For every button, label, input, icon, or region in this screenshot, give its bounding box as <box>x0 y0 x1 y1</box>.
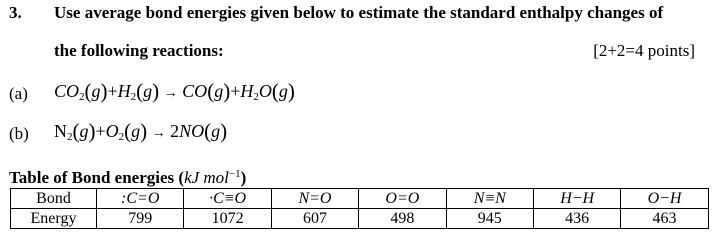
reaction-a-label: (a) <box>9 84 28 103</box>
reaction-arrow: → <box>163 86 178 101</box>
bond-energy-table <box>10 188 709 229</box>
energy-cell: 498 <box>359 209 446 229</box>
bond-cell: N=O <box>271 189 358 209</box>
energy-cell: 945 <box>446 209 533 229</box>
table-title: Table of Bond energies (kJ mol$^{-1}$) <box>9 168 247 187</box>
energy-cell: 436 <box>533 209 620 229</box>
bond-cell: N≡N <box>446 189 533 209</box>
bond-cell: O−H <box>621 189 708 209</box>
reaction-arrow: → <box>151 126 166 141</box>
bond-cell: O=O <box>359 189 446 209</box>
energy-cell: 463 <box>621 209 708 229</box>
reaction-b-equation: $N_2(g)+O_2(g) \to 2NO(g)$ <box>54 119 228 143</box>
bond-cell: H−H <box>533 189 620 209</box>
energy-cell: 799 <box>97 209 184 229</box>
table-row-bonds <box>11 189 709 209</box>
points-label: [2+2=4 points] <box>593 41 695 60</box>
table-row-energies <box>11 209 709 229</box>
bond-cell: :C=O <box>97 189 184 209</box>
question-number: 3. <box>9 3 22 22</box>
reaction-a-equation: $CO_2(g)+H_2(g) \to CO(g)+H_2O(g)$ <box>54 79 295 103</box>
row-header-bond: Bond <box>11 189 97 209</box>
energy-cell: 607 <box>271 209 358 229</box>
bond-cell: ·C≡O <box>184 189 271 209</box>
reaction-b-label: (b) <box>9 124 29 143</box>
question-text-line1: Use average bond energies given below to estimate the standard enthalpy changes of <box>54 3 664 22</box>
energy-cell: 1072 <box>184 209 271 229</box>
question-text-line2: the following reactions: <box>54 41 224 60</box>
row-header-energy: Energy <box>11 209 97 229</box>
